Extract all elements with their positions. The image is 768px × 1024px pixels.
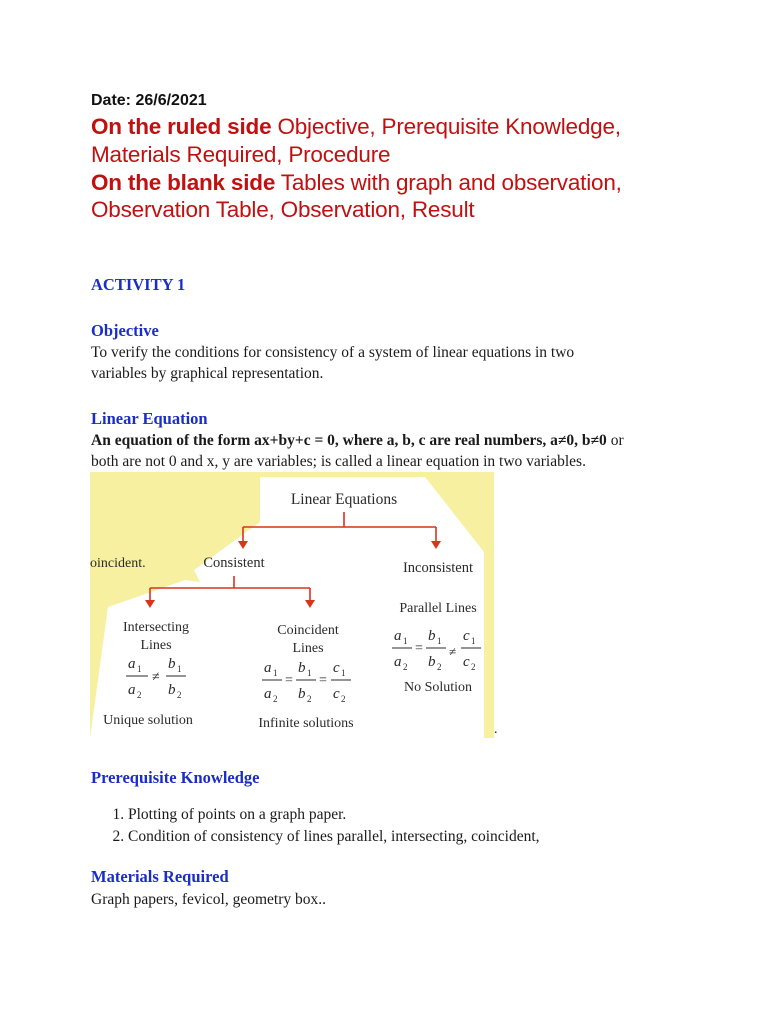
activity-title: ACTIVITY 1 [91,275,186,294]
linear-equation-tail: or [606,432,624,449]
label-no-solution: No Solution [403,680,473,695]
date-label: Date: 26/6/2021 [91,92,207,109]
svg-text:1: 1 [471,636,476,646]
svg-text:1: 1 [273,668,278,678]
node-linear-equations: Linear Equations [290,491,398,508]
node-coincident-line-2: Lines [292,641,324,656]
linear-equation-definition: An equation of the form ax+by+c = 0, where a, b, c are real numbers, a≠0, b≠0 [91,432,607,449]
label-unique-solution: Unique solution [103,713,193,728]
list-item: 2. Condition of consistency of lines parallel, intersecting, coincident, [128,826,748,848]
trailing-dot: . [494,722,498,737]
svg-text:c: c [463,628,470,644]
svg-text:≠: ≠ [152,670,160,685]
svg-text:1: 1 [307,668,312,678]
objective-line-1: To verify the conditions for consistency of a system of linear equations in two [91,344,575,361]
node-coincident-line-1: Coincident [277,623,339,638]
svg-text:=: = [319,673,327,688]
node-coincident-cut: oincident. [90,556,146,571]
svg-text:2: 2 [471,662,476,672]
linear-equation-line-2: both are not 0 and x, y are variables; is called a linear equation in two variables. [91,453,586,470]
svg-text:1: 1 [341,668,346,678]
blank-side-text-2: Observation Table, Observation, Result [91,197,475,222]
svg-text:a: a [128,656,136,672]
label-infinite-solutions: Infinite solutions [258,716,354,731]
materials-text: Graph papers, fevicol, geometry box.. [91,891,327,908]
svg-text:a: a [394,628,402,644]
linear-equations-diagram [90,472,494,738]
svg-text:2: 2 [403,662,408,672]
prerequisite-list [91,804,748,848]
svg-text:≠: ≠ [449,644,457,659]
linear-equation-line-1 [91,430,741,451]
svg-text:b: b [428,628,436,644]
svg-text:a: a [128,682,136,698]
svg-text:a: a [264,660,272,676]
objective-title: Objective [91,321,159,340]
node-intersecting-line-2: Lines [140,638,172,653]
svg-text:1: 1 [137,664,142,674]
svg-text:c: c [333,686,340,702]
svg-text:b: b [298,686,306,702]
objective-text [91,342,691,384]
svg-text:b: b [168,656,176,672]
linear-equation-text [91,430,741,472]
node-inconsistent: Inconsistent [402,560,474,576]
svg-text:b: b [428,654,436,670]
svg-text:2: 2 [437,662,442,672]
svg-text:2: 2 [137,690,142,700]
svg-text:1: 1 [437,636,442,646]
svg-text:1: 1 [403,636,408,646]
svg-text:c: c [463,654,470,670]
ruled-side-line-1 [91,114,621,140]
svg-text:2: 2 [273,694,278,704]
blank-side-line-1 [91,170,622,196]
svg-text:2: 2 [341,694,346,704]
svg-text:b: b [298,660,306,676]
node-parallel-lines: Parallel Lines [399,601,477,616]
prerequisite-title: Prerequisite Knowledge [91,768,260,787]
node-consistent: Consistent [203,555,265,571]
linear-equation-title: Linear Equation [91,409,208,428]
svg-text:=: = [285,673,293,688]
svg-text:=: = [415,641,423,656]
list-item: 1. Plotting of points on a graph paper. [128,804,748,826]
svg-text:a: a [264,686,272,702]
blank-side-label: On the blank side [91,170,276,195]
ruled-side-text-2: Materials Required, Procedure [91,142,391,167]
svg-text:a: a [394,654,402,670]
svg-text:c: c [333,660,340,676]
node-intersecting-line-1: Intersecting [122,620,190,635]
blank-side-text-1: Tables with graph and observation, [275,170,622,195]
ruled-side-text-1: Objective, Prerequisite Knowledge, [271,114,621,139]
svg-text:1: 1 [177,664,182,674]
ruled-side-label: On the ruled side [91,114,272,139]
svg-text:2: 2 [177,690,182,700]
materials-title: Materials Required [91,867,229,886]
objective-line-2: variables by graphical representation. [91,365,324,382]
svg-text:2: 2 [307,694,312,704]
svg-text:b: b [168,682,176,698]
